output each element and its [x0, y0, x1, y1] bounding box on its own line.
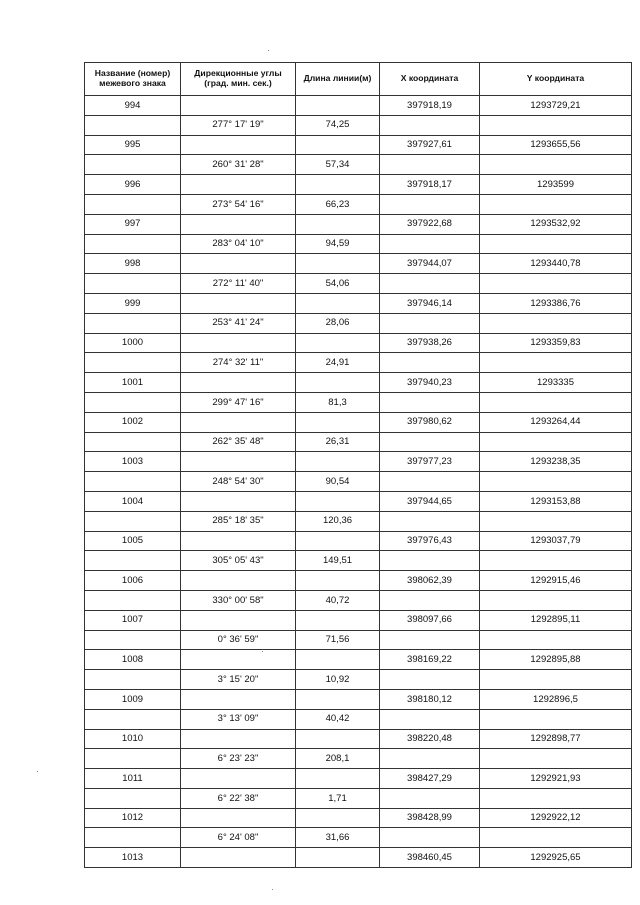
- empty-cell: [296, 175, 380, 195]
- point-name-cell: 999: [85, 293, 181, 313]
- x-coordinate-cell: 397944,65: [380, 491, 480, 511]
- empty-cell: [181, 175, 296, 195]
- point-row: [85, 333, 632, 353]
- empty-cell: [181, 96, 296, 116]
- segment-row: [85, 234, 632, 254]
- y-coordinate-cell: 1293335: [480, 373, 632, 393]
- y-coordinate-cell: 1292921,93: [480, 769, 632, 789]
- segment-row: [85, 749, 632, 769]
- point-row: [85, 214, 632, 234]
- segment-row: [85, 670, 632, 690]
- empty-cell: [296, 452, 380, 472]
- empty-cell: [380, 511, 480, 531]
- y-coordinate-cell: 1293238,35: [480, 452, 632, 472]
- empty-cell: [480, 670, 632, 690]
- direction-angle-cell: 6° 22' 38": [181, 788, 296, 808]
- direction-angle-cell: 283° 04' 10": [181, 234, 296, 254]
- empty-cell: [85, 630, 181, 650]
- empty-cell: [480, 392, 632, 412]
- segment-row: [85, 274, 632, 294]
- segment-row: [85, 194, 632, 214]
- segment-row: [85, 155, 632, 175]
- direction-angle-cell: 330° 00' 58": [181, 590, 296, 610]
- point-row: [85, 571, 632, 591]
- empty-cell: [181, 214, 296, 234]
- empty-cell: [85, 155, 181, 175]
- empty-cell: [380, 590, 480, 610]
- y-coordinate-cell: 1293264,44: [480, 412, 632, 432]
- empty-cell: [181, 412, 296, 432]
- y-coordinate-cell: 1293359,83: [480, 333, 632, 353]
- line-length-cell: 40,42: [296, 709, 380, 729]
- empty-cell: [296, 769, 380, 789]
- empty-cell: [380, 155, 480, 175]
- x-coordinate-cell: 397944,07: [380, 254, 480, 274]
- line-length-cell: 81,3: [296, 392, 380, 412]
- empty-cell: [85, 788, 181, 808]
- empty-cell: [296, 491, 380, 511]
- empty-cell: [181, 689, 296, 709]
- empty-cell: [296, 135, 380, 155]
- empty-cell: [380, 472, 480, 492]
- empty-cell: [480, 472, 632, 492]
- empty-cell: [181, 769, 296, 789]
- point-name-cell: 1006: [85, 571, 181, 591]
- scan-speck: [272, 889, 273, 890]
- segment-row: [85, 828, 632, 848]
- point-row: [85, 254, 632, 274]
- line-length-cell: 208,1: [296, 749, 380, 769]
- direction-angle-cell: 277° 17' 19": [181, 115, 296, 135]
- x-coordinate-cell: 397922,68: [380, 214, 480, 234]
- empty-cell: [85, 353, 181, 373]
- line-length-cell: 26,31: [296, 432, 380, 452]
- empty-cell: [296, 729, 380, 749]
- empty-cell: [181, 254, 296, 274]
- y-coordinate-cell: 1293532,92: [480, 214, 632, 234]
- empty-cell: [181, 135, 296, 155]
- point-name-cell: 1007: [85, 610, 181, 630]
- empty-cell: [480, 115, 632, 135]
- empty-cell: [296, 808, 380, 828]
- direction-angle-cell: 285° 18' 35": [181, 511, 296, 531]
- point-name-cell: 1005: [85, 531, 181, 551]
- empty-cell: [85, 392, 181, 412]
- header-angle: Дирекционные углы (град. мин. сек.): [181, 63, 296, 96]
- table-header-row: [85, 63, 632, 96]
- empty-cell: [181, 729, 296, 749]
- point-row: [85, 293, 632, 313]
- header-x: X координата: [380, 63, 480, 96]
- empty-cell: [181, 373, 296, 393]
- segment-row: [85, 392, 632, 412]
- y-coordinate-cell: 1293655,56: [480, 135, 632, 155]
- point-name-cell: 1003: [85, 452, 181, 472]
- point-name-cell: 997: [85, 214, 181, 234]
- point-row: [85, 848, 632, 868]
- line-length-cell: 74,25: [296, 115, 380, 135]
- segment-row: [85, 511, 632, 531]
- line-length-cell: 1,71: [296, 788, 380, 808]
- empty-cell: [85, 115, 181, 135]
- y-coordinate-cell: 1293729,21: [480, 96, 632, 116]
- y-coordinate-cell: 1292896,5: [480, 689, 632, 709]
- line-length-cell: 66,23: [296, 194, 380, 214]
- line-length-cell: 40,72: [296, 590, 380, 610]
- line-length-cell: 57,34: [296, 155, 380, 175]
- empty-cell: [296, 214, 380, 234]
- empty-cell: [85, 590, 181, 610]
- x-coordinate-cell: 397977,23: [380, 452, 480, 472]
- empty-cell: [296, 531, 380, 551]
- empty-cell: [380, 432, 480, 452]
- empty-cell: [380, 709, 480, 729]
- empty-cell: [181, 333, 296, 353]
- empty-cell: [296, 689, 380, 709]
- point-row: [85, 808, 632, 828]
- line-length-cell: 120,36: [296, 511, 380, 531]
- point-row: [85, 175, 632, 195]
- x-coordinate-cell: 398180,12: [380, 689, 480, 709]
- direction-angle-cell: 6° 24' 08": [181, 828, 296, 848]
- direction-angle-cell: 273° 54' 16": [181, 194, 296, 214]
- empty-cell: [380, 670, 480, 690]
- direction-angle-cell: 272° 11' 40": [181, 274, 296, 294]
- line-length-cell: 71,56: [296, 630, 380, 650]
- line-length-cell: 31,66: [296, 828, 380, 848]
- empty-cell: [380, 788, 480, 808]
- empty-cell: [85, 670, 181, 690]
- y-coordinate-cell: 1293440,78: [480, 254, 632, 274]
- segment-row: [85, 788, 632, 808]
- empty-cell: [480, 194, 632, 214]
- direction-angle-cell: 0° 36' 59": [181, 630, 296, 650]
- line-length-cell: 10,92: [296, 670, 380, 690]
- point-row: [85, 373, 632, 393]
- point-name-cell: 998: [85, 254, 181, 274]
- empty-cell: [181, 571, 296, 591]
- empty-cell: [380, 313, 480, 333]
- x-coordinate-cell: 398097,66: [380, 610, 480, 630]
- empty-cell: [380, 749, 480, 769]
- point-name-cell: 1001: [85, 373, 181, 393]
- empty-cell: [380, 630, 480, 650]
- line-length-cell: 90,54: [296, 472, 380, 492]
- line-length-cell: 24,91: [296, 353, 380, 373]
- direction-angle-cell: 3° 13' 09": [181, 709, 296, 729]
- y-coordinate-cell: 1292895,88: [480, 650, 632, 670]
- empty-cell: [480, 590, 632, 610]
- y-coordinate-cell: 1292915,46: [480, 571, 632, 591]
- x-coordinate-cell: 398427,29: [380, 769, 480, 789]
- point-name-cell: 1012: [85, 808, 181, 828]
- empty-cell: [85, 313, 181, 333]
- empty-cell: [181, 491, 296, 511]
- point-row: [85, 491, 632, 511]
- empty-cell: [480, 709, 632, 729]
- empty-cell: [380, 353, 480, 373]
- empty-cell: [480, 828, 632, 848]
- segment-row: [85, 709, 632, 729]
- x-coordinate-cell: 398220,48: [380, 729, 480, 749]
- empty-cell: [480, 432, 632, 452]
- empty-cell: [85, 274, 181, 294]
- direction-angle-cell: 299° 47' 16": [181, 392, 296, 412]
- point-row: [85, 650, 632, 670]
- point-row: [85, 412, 632, 432]
- y-coordinate-cell: 1292898,77: [480, 729, 632, 749]
- segment-row: [85, 472, 632, 492]
- empty-cell: [296, 610, 380, 630]
- empty-cell: [480, 551, 632, 571]
- x-coordinate-cell: 397940,23: [380, 373, 480, 393]
- empty-cell: [181, 293, 296, 313]
- empty-cell: [380, 828, 480, 848]
- point-name-cell: 994: [85, 96, 181, 116]
- point-name-cell: 996: [85, 175, 181, 195]
- empty-cell: [480, 353, 632, 373]
- line-length-cell: 54,06: [296, 274, 380, 294]
- empty-cell: [296, 373, 380, 393]
- empty-cell: [380, 274, 480, 294]
- point-row: [85, 96, 632, 116]
- line-length-cell: 28,06: [296, 313, 380, 333]
- point-name-cell: 1000: [85, 333, 181, 353]
- segment-row: [85, 590, 632, 610]
- empty-cell: [296, 293, 380, 313]
- x-coordinate-cell: 397980,62: [380, 412, 480, 432]
- empty-cell: [85, 432, 181, 452]
- scan-speck: [37, 771, 38, 772]
- empty-cell: [85, 472, 181, 492]
- y-coordinate-cell: 1292925,65: [480, 848, 632, 868]
- point-name-cell: 1004: [85, 491, 181, 511]
- segment-row: [85, 551, 632, 571]
- segment-row: [85, 353, 632, 373]
- point-name-cell: 1002: [85, 412, 181, 432]
- header-y: Y координата: [480, 63, 632, 96]
- point-name-cell: 1010: [85, 729, 181, 749]
- empty-cell: [181, 531, 296, 551]
- direction-angle-cell: 305° 05' 43": [181, 551, 296, 571]
- empty-cell: [296, 96, 380, 116]
- scan-speck: [268, 50, 269, 51]
- direction-angle-cell: 6° 23' 23": [181, 749, 296, 769]
- empty-cell: [85, 551, 181, 571]
- header-length: Длина линии(м): [296, 63, 380, 96]
- empty-cell: [85, 234, 181, 254]
- empty-cell: [380, 551, 480, 571]
- empty-cell: [296, 412, 380, 432]
- empty-cell: [480, 274, 632, 294]
- empty-cell: [380, 194, 480, 214]
- direction-angle-cell: 274° 32' 11": [181, 353, 296, 373]
- direction-angle-cell: 3° 15' 20": [181, 670, 296, 690]
- point-row: [85, 452, 632, 472]
- point-row: [85, 769, 632, 789]
- segment-row: [85, 432, 632, 452]
- x-coordinate-cell: 398169,22: [380, 650, 480, 670]
- empty-cell: [480, 749, 632, 769]
- x-coordinate-cell: 397918,17: [380, 175, 480, 195]
- empty-cell: [480, 630, 632, 650]
- empty-cell: [181, 452, 296, 472]
- empty-cell: [296, 333, 380, 353]
- point-name-cell: 1013: [85, 848, 181, 868]
- empty-cell: [85, 194, 181, 214]
- point-row: [85, 610, 632, 630]
- empty-cell: [296, 848, 380, 868]
- empty-cell: [296, 254, 380, 274]
- empty-cell: [480, 234, 632, 254]
- x-coordinate-cell: 397927,61: [380, 135, 480, 155]
- direction-angle-cell: 253° 41' 24": [181, 313, 296, 333]
- empty-cell: [480, 788, 632, 808]
- x-coordinate-cell: 398062,39: [380, 571, 480, 591]
- empty-cell: [85, 749, 181, 769]
- segment-row: [85, 630, 632, 650]
- empty-cell: [181, 808, 296, 828]
- header-name: Название (номер) межевого знака: [85, 63, 181, 96]
- y-coordinate-cell: 1293153,88: [480, 491, 632, 511]
- point-row: [85, 135, 632, 155]
- empty-cell: [480, 511, 632, 531]
- y-coordinate-cell: 1293386,76: [480, 293, 632, 313]
- x-coordinate-cell: 397946,14: [380, 293, 480, 313]
- x-coordinate-cell: 397976,43: [380, 531, 480, 551]
- table-body: [85, 96, 632, 868]
- point-name-cell: 1009: [85, 689, 181, 709]
- empty-cell: [181, 848, 296, 868]
- empty-cell: [85, 709, 181, 729]
- segment-row: [85, 313, 632, 333]
- empty-cell: [85, 828, 181, 848]
- empty-cell: [380, 392, 480, 412]
- empty-cell: [480, 155, 632, 175]
- direction-angle-cell: 248° 54' 30": [181, 472, 296, 492]
- point-row: [85, 531, 632, 551]
- y-coordinate-cell: 1293037,79: [480, 531, 632, 551]
- empty-cell: [380, 234, 480, 254]
- point-name-cell: 995: [85, 135, 181, 155]
- line-length-cell: 149,51: [296, 551, 380, 571]
- boundary-coordinates-table: [84, 62, 632, 868]
- empty-cell: [85, 511, 181, 531]
- y-coordinate-cell: 1292922,12: [480, 808, 632, 828]
- y-coordinate-cell: 1293599: [480, 175, 632, 195]
- empty-cell: [380, 115, 480, 135]
- direction-angle-cell: 260° 31' 28": [181, 155, 296, 175]
- point-row: [85, 689, 632, 709]
- scan-speck: [262, 651, 263, 652]
- empty-cell: [480, 313, 632, 333]
- x-coordinate-cell: 398428,99: [380, 808, 480, 828]
- empty-cell: [181, 610, 296, 630]
- y-coordinate-cell: 1292895,11: [480, 610, 632, 630]
- empty-cell: [296, 571, 380, 591]
- point-name-cell: 1008: [85, 650, 181, 670]
- x-coordinate-cell: 398460,45: [380, 848, 480, 868]
- empty-cell: [181, 650, 296, 670]
- x-coordinate-cell: 397918,19: [380, 96, 480, 116]
- x-coordinate-cell: 397938,26: [380, 333, 480, 353]
- segment-row: [85, 115, 632, 135]
- point-name-cell: 1011: [85, 769, 181, 789]
- direction-angle-cell: 262° 35' 48": [181, 432, 296, 452]
- empty-cell: [296, 650, 380, 670]
- line-length-cell: 94,59: [296, 234, 380, 254]
- point-row: [85, 729, 632, 749]
